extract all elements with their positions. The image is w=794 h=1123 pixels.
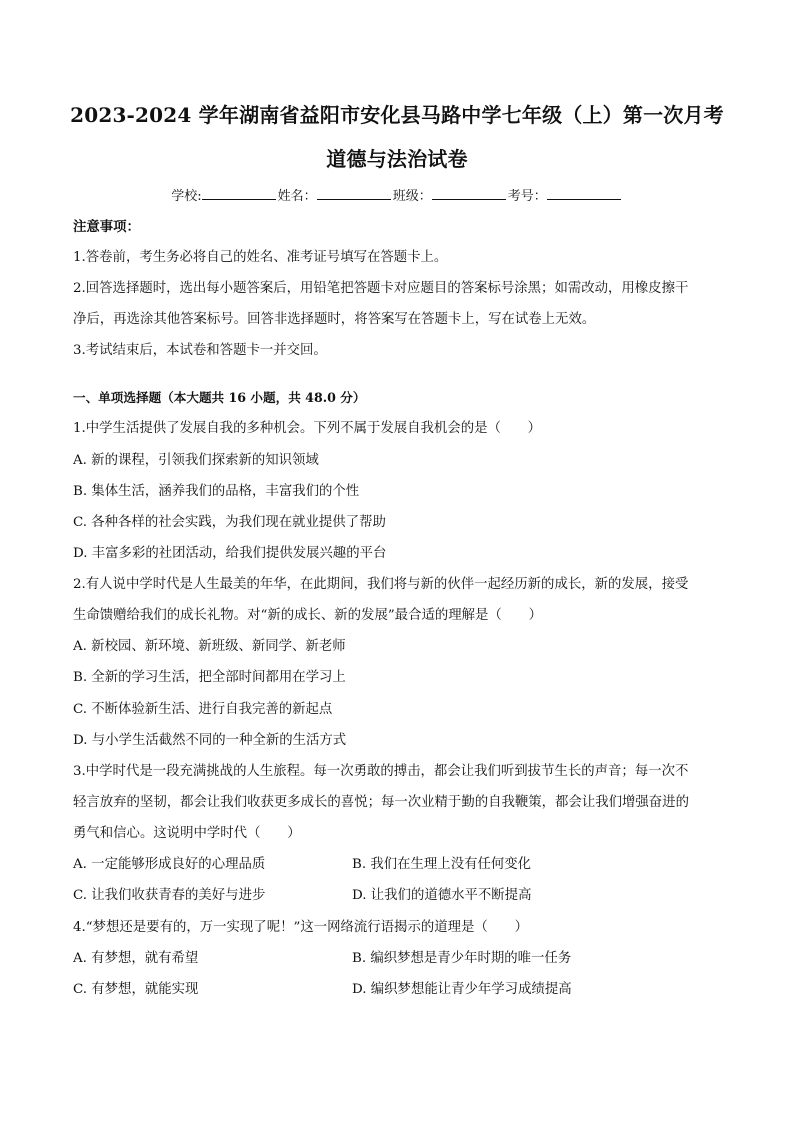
name-blank[interactable]	[317, 185, 391, 200]
q4-option-b[interactable]: B. 编织梦想是青少年时期的唯一任务	[352, 951, 572, 966]
q4-stem: 4.“梦想还是要有的，万一实现了呢！”这一网络流行语揭示的道理是（ ）	[73, 920, 528, 935]
school-field: 学校:	[171, 185, 277, 207]
q4-option-d[interactable]: D. 编织梦想能让青少年学习成绩提高	[352, 982, 572, 997]
name-field: 姓名：	[278, 185, 393, 207]
q2-stem-line2: 生命馈赠给我们的成长礼物。对“新的成长、新的发展”最合适的理解是（ ）	[73, 608, 542, 623]
notice-item-3: 3.考试结束后，本试卷和答题卡一并交回。	[73, 343, 327, 358]
q4-option-c[interactable]: C. 有梦想，就能实现	[73, 982, 199, 997]
student-info-row	[0, 185, 794, 207]
exam-number-field: 考号：	[508, 185, 623, 207]
q1-option-c[interactable]: C. 各种各样的社会实践，为我们现在就业提供了帮助	[73, 515, 386, 530]
q3-option-a[interactable]: A. 一定能够形成良好的心理品质	[73, 857, 266, 872]
q2-option-d[interactable]: D. 与小学生活截然不同的一种全新的生活方式	[73, 733, 347, 748]
q1-option-a[interactable]: A. 新的课程，引领我们探索新的知识领域	[73, 453, 319, 468]
q3-option-c[interactable]: C. 让我们收获青春的美好与进步	[73, 888, 266, 903]
class-blank[interactable]	[432, 185, 506, 200]
q1-option-d[interactable]: D. 丰富多彩的社团活动，给我们提供发展兴趣的平台	[73, 546, 387, 561]
exam-title-line2: 道德与法治试卷	[326, 147, 468, 171]
notice-item-2-cont: 净后，再选涂其他答案标号。回答非选择题时，将答案写在答题卡上，写在试卷上无效。	[73, 312, 596, 327]
q2-option-c[interactable]: C. 不断体验新生活、进行自我完善的新起点	[73, 702, 333, 717]
q2-option-a[interactable]: A. 新校园、新环境、新班级、新同学、新老师	[73, 639, 346, 654]
q3-stem-line3: 勇气和信心。这说明中学时代（ ）	[73, 826, 301, 841]
q2-stem-line1: 2.有人说中学时代是人生最美的年华，在此期间，我们将与新的伙伴一起经历新的成长，新的发展，接受	[73, 577, 689, 592]
notice-heading: 注意事项：	[73, 219, 140, 235]
q2-option-b[interactable]: B. 全新的学习生活，把全部时间都用在学习上	[73, 670, 346, 685]
q4-option-a[interactable]: A. 有梦想，就有希望	[73, 951, 199, 966]
exam-title-line1: 2023-2024 学年湖南省益阳市安化县马路中学七年级（上）第一次月考	[70, 103, 724, 127]
q3-stem-line1: 3.中学时代是一段充满挑战的人生旅程。每一次勇敢的搏击，都会让我们听到拔节生长的声音；每一次不	[73, 764, 689, 779]
q3-option-d[interactable]: D. 让我们的道德水平不断提高	[352, 888, 532, 903]
school-blank[interactable]	[202, 185, 276, 200]
section-heading: 一、单项选择题（本大题共 16 小题，共 48.0 分）	[73, 390, 366, 405]
q3-stem-line2: 轻言放弃的坚韧，都会让我们收获更多成长的喜悦；每一次业精于勤的自我鞭策，都会让我们增强奋进的	[73, 795, 689, 810]
class-field: 班级：	[393, 185, 508, 207]
q1-stem: 1.中学生活提供了发展自我的多种机会。下列不属于发展自我机会的是（ ）	[73, 421, 542, 436]
q3-option-b[interactable]: B. 我们在生理上没有任何变化	[352, 857, 532, 872]
q1-option-b[interactable]: B. 集体生活，涵养我们的品格，丰富我们的个性	[73, 484, 360, 499]
notice-item-2: 2.回答选择题时，选出每小题答案后，用铅笔把答题卡对应题目的答案标号涂黑；如需改动，用橡皮擦干	[73, 281, 689, 296]
notice-item-1: 1.答卷前，考生务必将自己的姓名、准考证号填写在答题卡上。	[73, 250, 448, 265]
exam-number-blank[interactable]	[547, 185, 621, 200]
